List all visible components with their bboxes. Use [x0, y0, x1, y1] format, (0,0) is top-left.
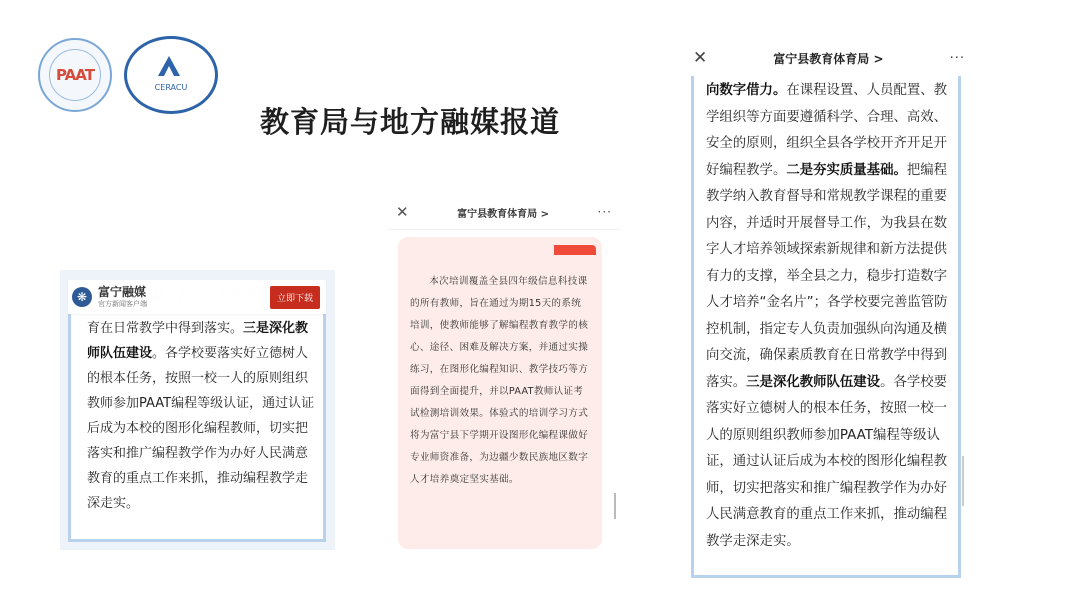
article-card — [398, 237, 602, 549]
bold-heading: 三是深化教师队伍建设 — [87, 321, 309, 361]
article-top-bar — [683, 40, 975, 76]
scrollbar[interactable] — [614, 493, 616, 519]
text-part: 育在日常教学中得到落实。 — [87, 321, 244, 336]
more-icon[interactable]: ··· — [949, 50, 965, 66]
ceracu-logo — [124, 36, 218, 114]
paat-logo — [38, 38, 112, 112]
media-subtitle: 官方新闻客户端 — [98, 299, 147, 308]
wechat-article-screenshot-right — [683, 40, 975, 585]
article-body — [706, 78, 952, 555]
more-icon[interactable]: ··· — [597, 205, 612, 219]
text-part: 。各学校要落实好立德树人的根本任务，按照一校一人的原则组织教师参加PAAT编程等级认证，通过认证后成为本校的图形化编程教师，切实把落实和推广编程教学作为办好人民满意教育的重点工作来抓，推动编程教学走深走实。 — [706, 374, 948, 549]
page-title: 教育局与地方融媒报道 — [260, 105, 561, 139]
media-article-screenshot — [60, 270, 335, 550]
download-button[interactable]: 立即下载 — [270, 286, 320, 309]
snowflake-logo-icon: ❋ — [72, 287, 92, 307]
ceracu-triangle-icon — [157, 55, 181, 77]
article-text — [87, 316, 319, 516]
close-icon[interactable]: ✕ — [693, 48, 708, 68]
bold-heading: 三是深化教师队伍建设 — [746, 374, 881, 390]
media-name: 富宁融媒 — [98, 284, 147, 299]
wechat-article-screenshot-middle — [388, 195, 620, 565]
text-part: 在课程设置、人员配置、教学组织等方面要遵循科学、合理、高效、安全的原则，组织全县各学校开齐开足开好编程教学。 — [706, 83, 948, 178]
paat-logo-mark: PAAT — [49, 49, 101, 101]
article-card — [68, 310, 326, 542]
article-body: 本次培训覆盖全县四年级信息科技课的所有教师，旨在通过为期15天的系统培训，使教师能够了解编程教育教学的核心、途径、困难及解决方案，并通过实操练习，在图形化编程知识、教学技巧等方面得到全面提升，并以PAAT教师认证考试检测培训效果。体验式的培训学习方式将为富宁县下学期开设图形化编程课做好专业师资准备，为边疆少数民族地区数字人才培养奠定坚实基础。 — [410, 276, 589, 485]
media-app-banner — [68, 280, 326, 314]
bold-heading: 向数字借力。 — [706, 83, 787, 98]
bold-heading: 二是夯实质量基础。 — [786, 162, 907, 178]
text-part: 把编程教学纳入教育督导和常规教学课程的重要内容，并适时开展督导工作，为我县在数字人才培养领域探索新规律和新方法提供有力的支撑，举全县之力，稳步打造数字人才培养“金名片”；各学校要完善监管防控机制，指定专人负责加强纵向沟通及横向交流，确保素质教育在日常教学中得到落实。 — [706, 162, 948, 390]
article-card — [691, 76, 961, 578]
account-title[interactable]: 富宁县教育体育局 > — [773, 51, 884, 66]
account-title[interactable]: 富宁县教育体育局 > — [457, 208, 549, 220]
article-top-bar — [388, 195, 620, 230]
red-tab-decoration — [554, 245, 596, 255]
scrollbar[interactable] — [962, 456, 964, 506]
text-part: 。各学校要落实好立德树人的根本任务，按照一校一人的原则组织教师参加PAAT编程等级认证，通过认证后成为本校的图形化编程教师，切实把落实和推广编程教学作为办好人民满意教育的重点工作来抓，推动编程教学走深走实。 — [87, 346, 315, 511]
close-icon[interactable]: ✕ — [396, 203, 409, 221]
ceracu-logo-text: CERACU — [154, 82, 188, 92]
